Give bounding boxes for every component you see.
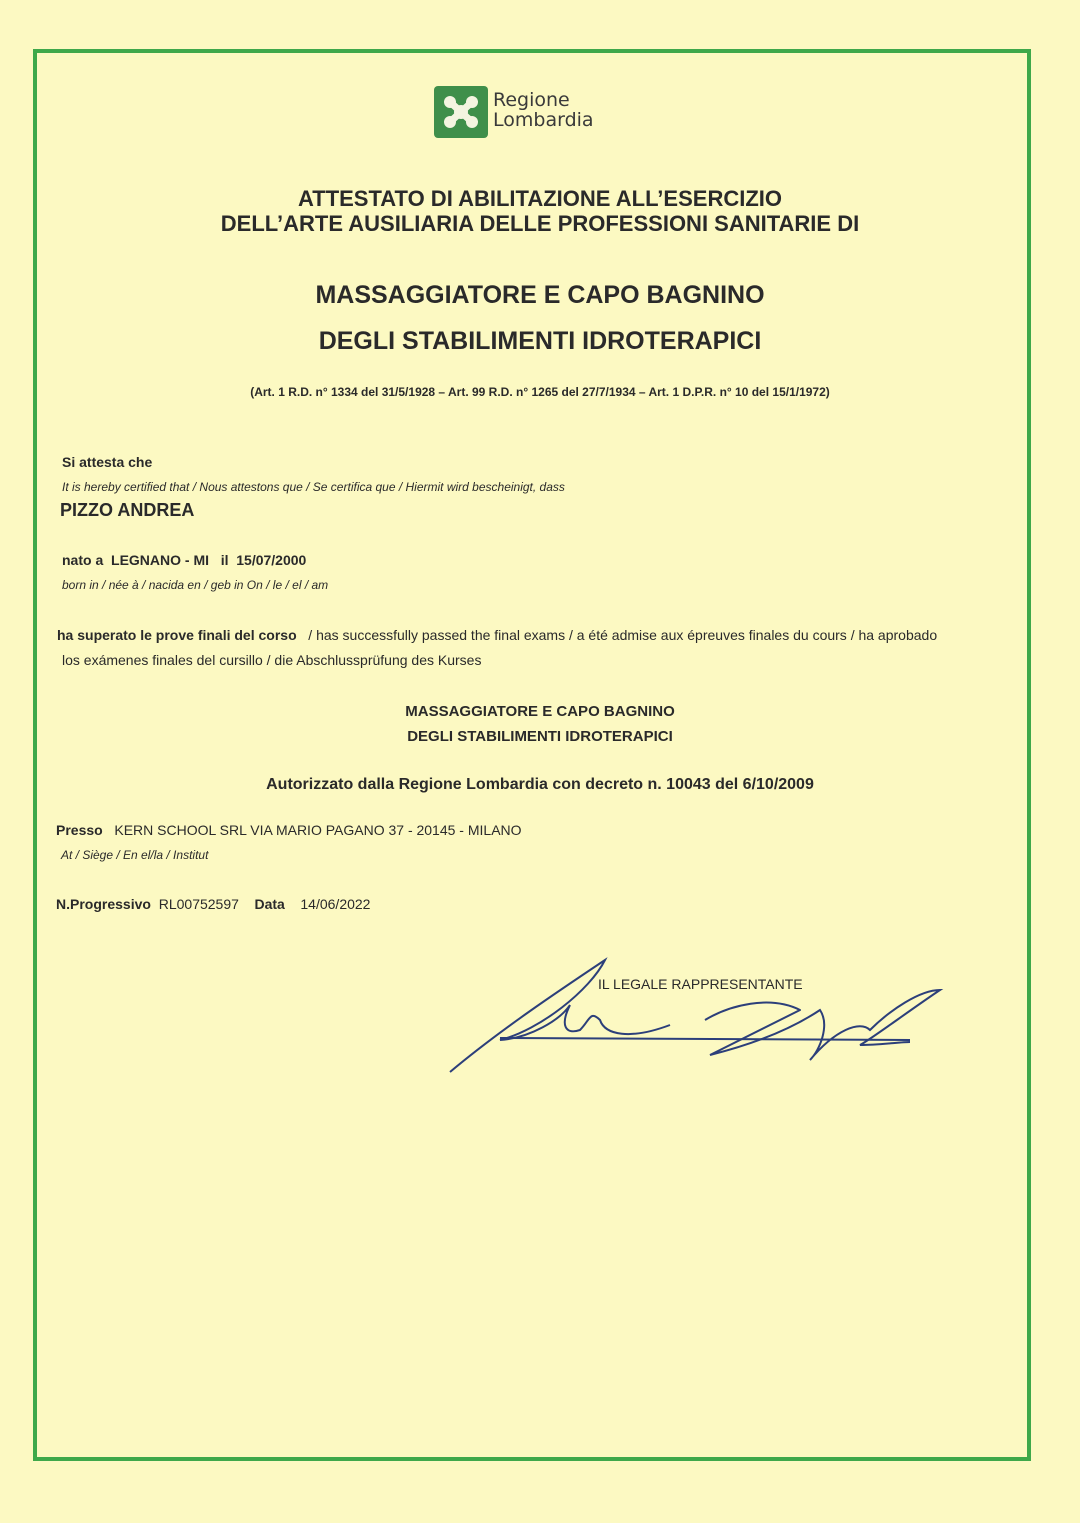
profession-line1: MASSAGGIATORE E CAPO BAGNINO <box>315 281 765 309</box>
course-line1: MASSAGGIATORE E CAPO BAGNINO <box>405 703 675 720</box>
logo-text <box>493 90 594 130</box>
progressivo-label: N.Progressivo <box>56 896 151 912</box>
birth-date-label: il <box>220 552 229 568</box>
presso-translation: At / Siège / En el/la / Institut <box>61 848 209 862</box>
title-line1: ATTESTATO DI ABILITAZIONE ALL’ESERCIZIO <box>298 186 782 211</box>
passed-line <box>57 627 937 643</box>
law-references: (Art. 1 R.D. n° 1334 del 31/5/1928 – Art. 99 R.D. n° 1265 del 27/7/1934 – Art. 1 D.P.R. n° 10 del 15/1/1972) <box>250 385 830 399</box>
date-label: Data <box>254 896 285 912</box>
presso-line <box>56 822 522 838</box>
birth-line <box>62 552 306 568</box>
profession-line2: DEGLI STABILIMENTI IDROTERAPICI <box>318 327 762 355</box>
document-title <box>0 186 1080 236</box>
signature-label: IL LEGALE RAPPRESENTANTE <box>598 976 803 992</box>
birth-translation: born in / née à / nacida en / geb in On / le / el / am <box>62 578 329 592</box>
profession-title <box>0 272 1080 364</box>
logo-line2: Lombardia <box>493 109 594 131</box>
course-line2: DEGLI STABILIMENTI IDROTERAPICI <box>407 728 673 745</box>
presso-label: Presso <box>56 822 103 838</box>
certify-translation: It is hereby certified that / Nous attestons que / Se certifica que / Hiermit wird bescheinigt, dass <box>62 480 565 494</box>
certify-label: Si attesta che <box>62 454 153 470</box>
birth-place: LEGNANO - MI <box>111 552 210 568</box>
birth-label: nato a <box>62 552 104 568</box>
presso-value: KERN SCHOOL SRL VIA MARIO PAGANO 37 - 20145 - MILANO <box>114 822 522 838</box>
progressivo-value: RL00752597 <box>158 896 239 912</box>
title-line2: DELL’ARTE AUSILIARIA DELLE PROFESSIONI SANITARIE DI <box>220 211 860 236</box>
course-title <box>0 699 1080 749</box>
passed-translation-1: / has successfully passed the final exams / a été admise aux épreuves finales du cours / ha aprobado <box>308 627 938 643</box>
passed-label: ha superato le prove finali del corso <box>57 627 297 643</box>
signature-icon <box>440 950 950 1080</box>
logo-line1: Regione <box>493 89 570 111</box>
authorization: Autorizzato dalla Regione Lombardia con decreto n. 10043 del 6/10/2009 <box>266 776 814 793</box>
date-value: 14/06/2022 <box>300 896 371 912</box>
holder-name: PIZZO ANDREA <box>60 500 195 520</box>
passed-translation-2: los exámenes finales del cursillo / die Abschlussprüfung des Kurses <box>62 652 482 668</box>
progressivo-line <box>56 896 370 912</box>
birth-date: 15/07/2000 <box>236 552 307 568</box>
regione-lombardia-logo-icon <box>434 86 488 138</box>
certificate-border <box>33 49 1031 1461</box>
